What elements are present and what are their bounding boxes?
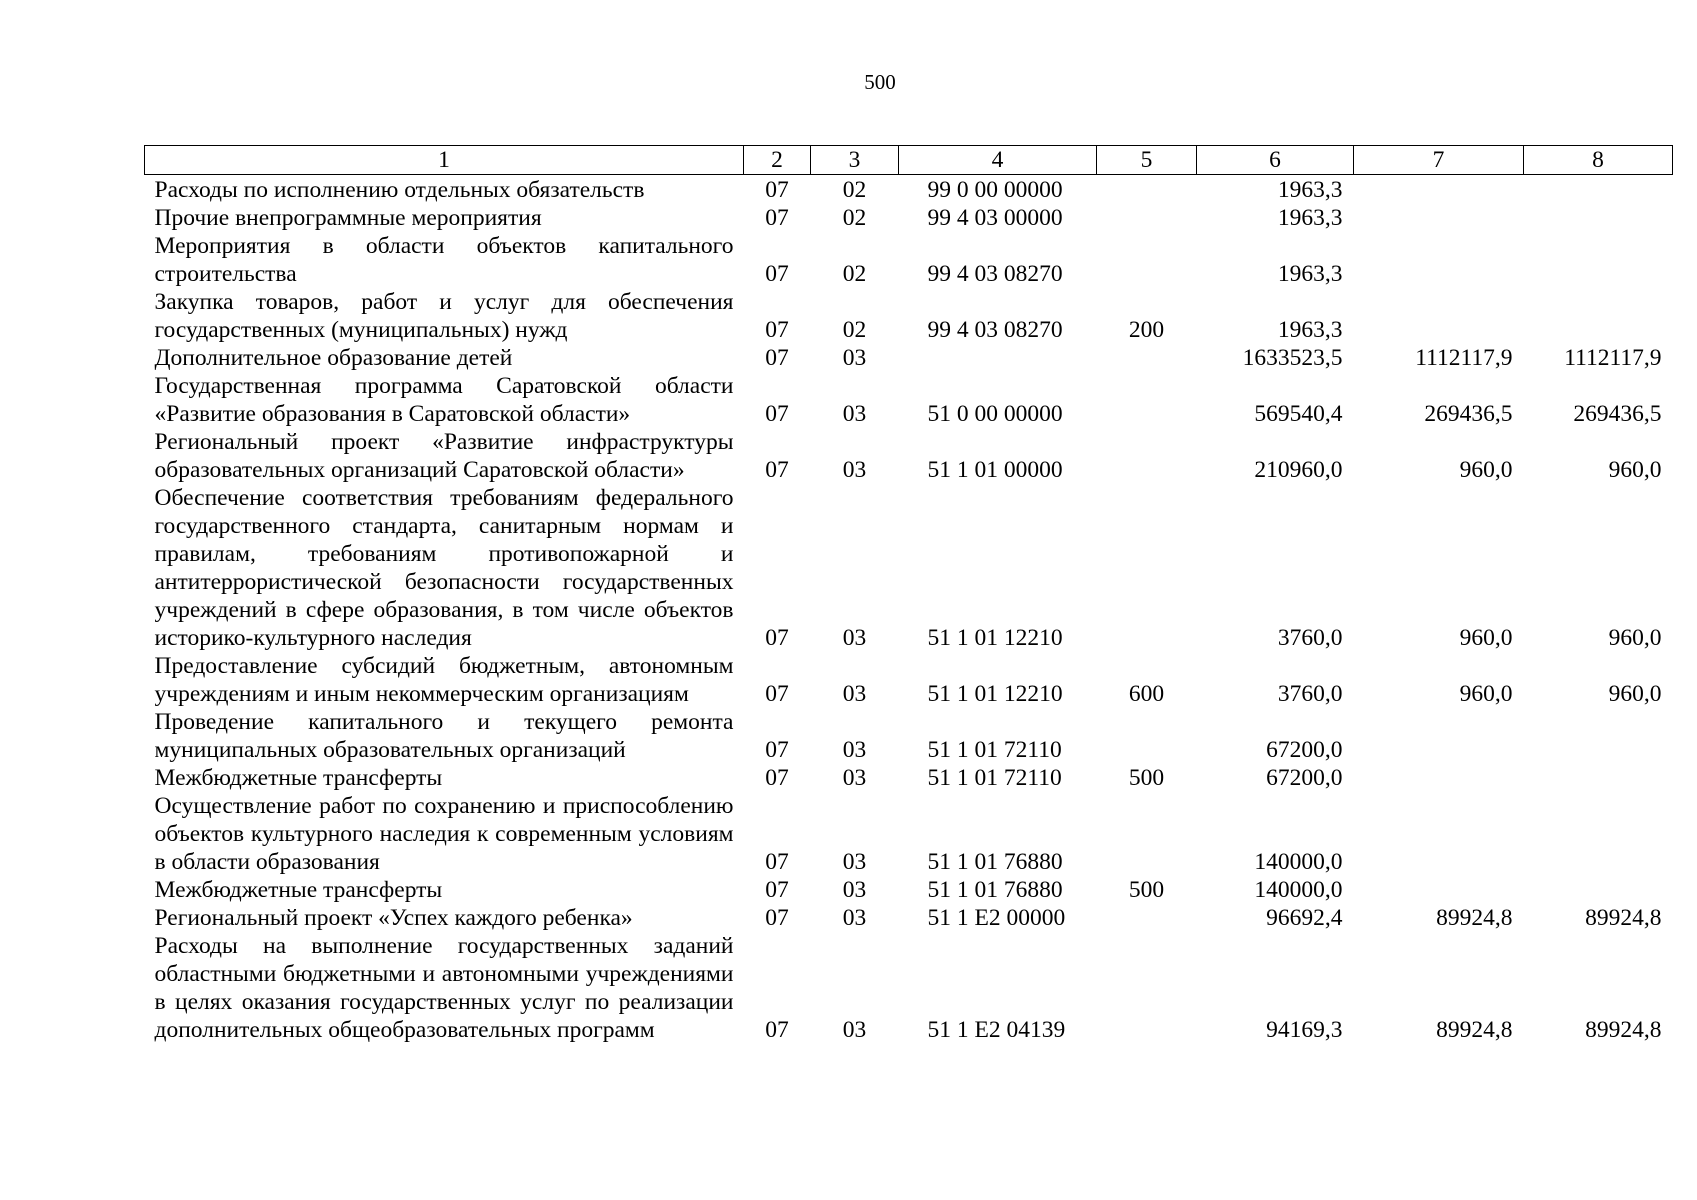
row-amount-8 [1524,288,1673,344]
row-amount-7 [1354,792,1524,876]
row-amount-6: 1963,3 [1277,205,1343,231]
row-target-code: 51 1 01 72110 [927,737,1062,763]
row-subsection: 03 [842,877,867,903]
column-header: 6 [1197,146,1354,175]
row-subsection: 03 [842,401,867,427]
row-target-code: 51 1 E2 00000 [927,905,1066,931]
row-name: Межбюджетные трансферты [154,877,443,903]
row-subsection: 03 [842,457,867,483]
row-name: Дополнительное образование детей [154,345,513,371]
row-amount-6: 1963,3 [1277,261,1343,287]
row-subsection: 02 [842,261,867,287]
table-row [145,904,1673,932]
table-row [145,484,1673,652]
row-section: 07 [765,849,789,875]
row-amount-8: 960,0 [1608,625,1662,651]
row-target-code: 99 4 03 08270 [927,261,1063,287]
row-target-code [899,344,1097,372]
row-name: Обеспечение соответствия требованиям федерального государственного стандарта, санитарным нормам и правилам, требованиям противопожарной и антитеррористической безопасности государственных учреждений в сфере образования, в том числе объектов историко-культурного наследия [154,485,734,651]
row-amount-6: 94169,3 [1266,1017,1343,1043]
row-section: 07 [765,317,789,343]
row-amount-6: 3760,0 [1277,625,1343,651]
row-subsection: 02 [842,177,867,203]
row-name: Закупка товаров, работ и услуг для обеспечения государственных (муниципальных) нужд [154,289,734,343]
row-expense-type [1097,232,1197,288]
row-name: Региональный проект «Развитие инфраструктуры образовательных организаций Саратовской области» [154,429,734,483]
row-section: 07 [765,457,789,483]
table-body [145,175,1673,1045]
row-target-code: 51 1 01 76880 [927,849,1063,875]
row-name: Прочие внепрограммные мероприятия [154,205,542,231]
row-amount-6: 1963,3 [1277,177,1343,203]
row-section: 07 [765,261,789,287]
row-section: 07 [765,177,789,203]
row-amount-8 [1524,876,1673,904]
row-expense-type [1097,708,1197,764]
row-amount-7 [1354,175,1524,205]
row-amount-7: 960,0 [1459,457,1513,483]
row-amount-7 [1354,232,1524,288]
row-amount-7 [1354,708,1524,764]
row-amount-6: 569540,4 [1254,401,1343,427]
row-target-code: 99 4 03 00000 [927,205,1063,231]
row-expense-type: 500 [1128,765,1165,791]
column-header: 5 [1097,146,1197,175]
row-amount-7 [1354,764,1524,792]
column-header: 8 [1524,146,1673,175]
page-number: 500 [864,70,896,94]
column-header: 3 [811,146,899,175]
row-name: Региональный проект «Успех каждого ребенка» [154,905,633,931]
row-amount-8 [1524,764,1673,792]
row-section: 07 [765,681,789,707]
row-amount-8: 269436,5 [1573,401,1662,427]
row-section: 07 [765,401,789,427]
row-subsection: 03 [842,681,867,707]
row-amount-6: 210960,0 [1254,457,1343,483]
table-row [145,232,1673,288]
row-target-code: 51 1 01 76880 [927,877,1063,903]
row-name: Проведение капитального и текущего ремонта муниципальных образовательных организаций [154,709,734,763]
table-row [145,428,1673,484]
table-row [145,175,1673,205]
row-target-code: 99 0 00 00000 [927,177,1063,203]
row-target-code: 51 1 01 12210 [927,625,1063,651]
row-amount-6: 96692,4 [1266,905,1343,931]
row-expense-type [1097,204,1197,232]
row-amount-8 [1524,792,1673,876]
row-name: Государственная программа Саратовской области «Развитие образования в Саратовской области» [154,373,734,427]
row-amount-6: 140000,0 [1254,877,1343,903]
row-amount-8: 1112117,9 [1564,345,1662,371]
row-subsection: 03 [842,345,867,371]
row-subsection: 02 [842,205,867,231]
row-subsection: 03 [842,625,867,651]
row-amount-8 [1524,175,1673,205]
budget-table [144,145,1673,1044]
row-expense-type [1097,484,1197,652]
row-amount-7 [1354,876,1524,904]
row-expense-type [1097,428,1197,484]
table-row [145,288,1673,344]
column-header: 4 [899,146,1097,175]
row-expense-type [1097,175,1197,205]
row-expense-type: 200 [1128,317,1165,343]
table-row [145,876,1673,904]
row-amount-8: 89924,8 [1585,905,1662,931]
row-amount-6: 1633523,5 [1242,345,1343,371]
row-name: Мероприятия в области объектов капитального строительства [154,233,734,287]
row-section: 07 [765,625,789,651]
row-section: 07 [765,877,789,903]
row-section: 07 [765,1017,789,1043]
row-subsection: 03 [842,737,867,763]
row-subsection: 02 [842,317,867,343]
row-expense-type [1097,792,1197,876]
row-expense-type [1097,372,1197,428]
row-amount-8: 960,0 [1608,681,1662,707]
table-row [145,764,1673,792]
row-target-code: 51 0 00 00000 [927,401,1063,427]
row-expense-type [1097,932,1197,1044]
row-amount-8 [1524,232,1673,288]
table-row [145,792,1673,876]
row-amount-7: 1112117,9 [1415,345,1513,371]
row-amount-7: 960,0 [1459,625,1513,651]
row-amount-8 [1524,708,1673,764]
row-target-code: 51 1 01 12210 [927,681,1063,707]
row-target-code: 99 4 03 08270 [927,317,1063,343]
row-section: 07 [765,345,789,371]
row-amount-6: 67200,0 [1266,765,1343,791]
row-name: Предоставление субсидий бюджетным, автономным учреждениям и иным некоммерческим организациям [154,653,734,707]
row-target-code: 51 1 01 72110 [927,765,1062,791]
table-row [145,652,1673,708]
row-section: 07 [765,737,789,763]
table-row [145,372,1673,428]
row-amount-6: 140000,0 [1254,849,1343,875]
row-amount-7 [1354,288,1524,344]
row-name: Расходы на выполнение государственных заданий областными бюджетными и автономными учреждениями в целях оказания государственных услуг по реализации дополнительных общеобразовательных программ [154,933,734,1043]
row-subsection: 03 [842,765,867,791]
table-row [145,204,1673,232]
row-name: Осуществление работ по сохранению и приспособлению объектов культурного наследия к современным условиям в области образования [154,793,734,875]
row-expense-type [1097,344,1197,372]
row-subsection: 03 [842,905,867,931]
row-amount-6: 3760,0 [1277,681,1343,707]
row-name: Расходы по исполнению отдельных обязательств [154,177,645,203]
row-section: 07 [765,905,789,931]
row-subsection: 03 [842,1017,867,1043]
row-amount-7: 89924,8 [1436,905,1513,931]
row-section: 07 [765,765,789,791]
column-header: 2 [744,146,811,175]
row-amount-8 [1524,204,1673,232]
row-amount-7: 269436,5 [1424,401,1513,427]
row-amount-8: 89924,8 [1585,1017,1662,1043]
row-section: 07 [765,205,789,231]
table-row [145,344,1673,372]
row-target-code: 51 1 E2 04139 [927,1017,1066,1043]
row-amount-8: 960,0 [1608,457,1662,483]
table-row [145,932,1673,1044]
header-row [145,146,1673,175]
row-amount-7: 960,0 [1459,681,1513,707]
row-expense-type: 500 [1128,877,1165,903]
row-subsection: 03 [842,849,867,875]
column-header: 7 [1354,146,1524,175]
column-header: 1 [145,146,744,175]
row-amount-6: 67200,0 [1266,737,1343,763]
row-expense-type: 600 [1128,681,1165,707]
table-row [145,708,1673,764]
row-amount-6: 1963,3 [1277,317,1343,343]
row-name: Межбюджетные трансферты [154,765,443,791]
row-expense-type [1097,904,1197,932]
row-amount-7 [1354,204,1524,232]
row-target-code: 51 1 01 00000 [927,457,1063,483]
row-amount-7: 89924,8 [1436,1017,1513,1043]
